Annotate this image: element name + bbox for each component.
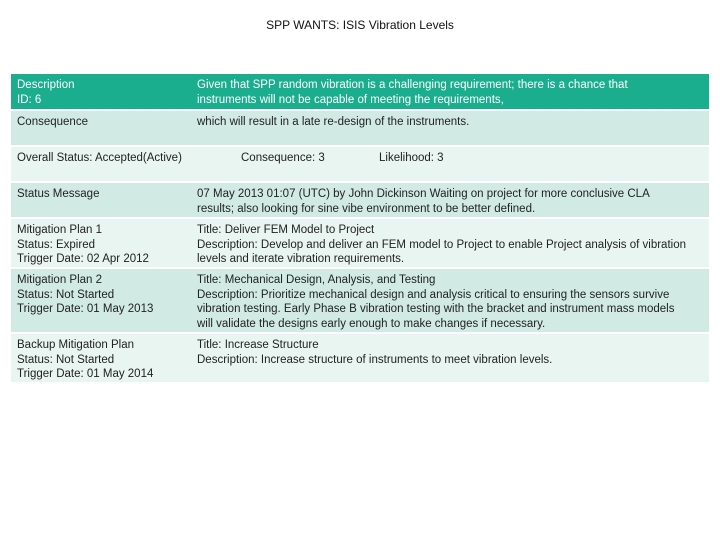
description-label: Description — [17, 79, 75, 91]
status-message-line: 07 May 2013 01:07 (UTC) by John Dickinson Waiting on project for more conclusive CLA — [197, 188, 650, 200]
status-message-text-cell — [191, 183, 709, 217]
consequence-row — [11, 111, 709, 147]
description-id: ID: 6 — [17, 93, 42, 106]
plan-name: Mitigation Plan 2 — [17, 274, 103, 286]
mitigation-plan-1-info — [11, 219, 191, 267]
plan-trigger-date: Trigger Date: 01 May 2013 — [17, 303, 154, 315]
status-message-line: results; also looking for sine vibe environment to be better defined. — [197, 202, 536, 215]
plan-trigger-date: Trigger Date: 02 Apr 2012 — [17, 253, 149, 265]
plan-status: Status: Not Started — [17, 353, 115, 366]
plan-description: Description: Increase structure of instruments to meet vibration levels. — [197, 353, 553, 366]
plan-trigger-date: Trigger Date: 01 May 2014 — [17, 368, 154, 380]
status-message-row — [11, 183, 709, 219]
plan-title: Title: Mechanical Design, Analysis, and Testing — [197, 274, 436, 286]
consequence-score: Consequence: 3 — [241, 152, 325, 164]
description-row — [11, 74, 709, 111]
backup-plan-info — [11, 334, 191, 382]
likelihood-score: Likelihood: 3 — [379, 152, 444, 164]
description-text-cell — [191, 74, 709, 109]
risk-table — [11, 74, 709, 384]
overall-status: Overall Status: Accepted(Active) — [17, 152, 182, 164]
mitigation-plan-1-details — [191, 219, 709, 267]
backup-plan-row — [11, 334, 709, 384]
mitigation-plan-2-row — [11, 269, 709, 334]
plan-description: levels and iterate vibration requirements. — [197, 253, 405, 265]
status-message-label: Status Message — [11, 183, 191, 217]
plan-name: Backup Mitigation Plan — [17, 339, 134, 351]
description-text-line: Given that SPP random vibration is a challenging requirement; there is a chance that — [197, 79, 628, 91]
plan-title: Title: Increase Structure — [197, 339, 319, 351]
status-row — [11, 147, 709, 183]
plan-description: Description: Prioritize mechanical design and analysis critical to ensuring the sensors survive — [197, 288, 670, 301]
mitigation-plan-2-info — [11, 269, 191, 332]
plan-name: Mitigation Plan 1 — [17, 224, 103, 236]
mitigation-plan-1-row — [11, 219, 709, 269]
backup-plan-details — [191, 334, 709, 382]
consequence-label: Consequence — [11, 111, 191, 145]
page-title: SPP WANTS: ISIS Vibration Levels — [266, 18, 454, 32]
description-label-cell — [11, 74, 191, 109]
status-cell — [11, 147, 709, 181]
plan-description: vibration testing. Early Phase B vibration testing with the bracket and instrument mass models — [197, 303, 675, 315]
mitigation-plan-2-details — [191, 269, 709, 332]
plan-description: Description: Develop and deliver an FEM model to Project to enable Project analysis of vibration — [197, 238, 686, 251]
consequence-text: which will result in a late re-design of the instruments. — [191, 111, 709, 145]
plan-description: will validate the designs early enough to make changes if necessary. — [197, 317, 546, 330]
plan-title: Title: Deliver FEM Model to Project — [197, 224, 375, 236]
plan-status: Status: Not Started — [17, 288, 115, 301]
description-text-line: instruments will not be capable of meeting the requirements, — [197, 93, 504, 106]
plan-status: Status: Expired — [17, 238, 95, 251]
